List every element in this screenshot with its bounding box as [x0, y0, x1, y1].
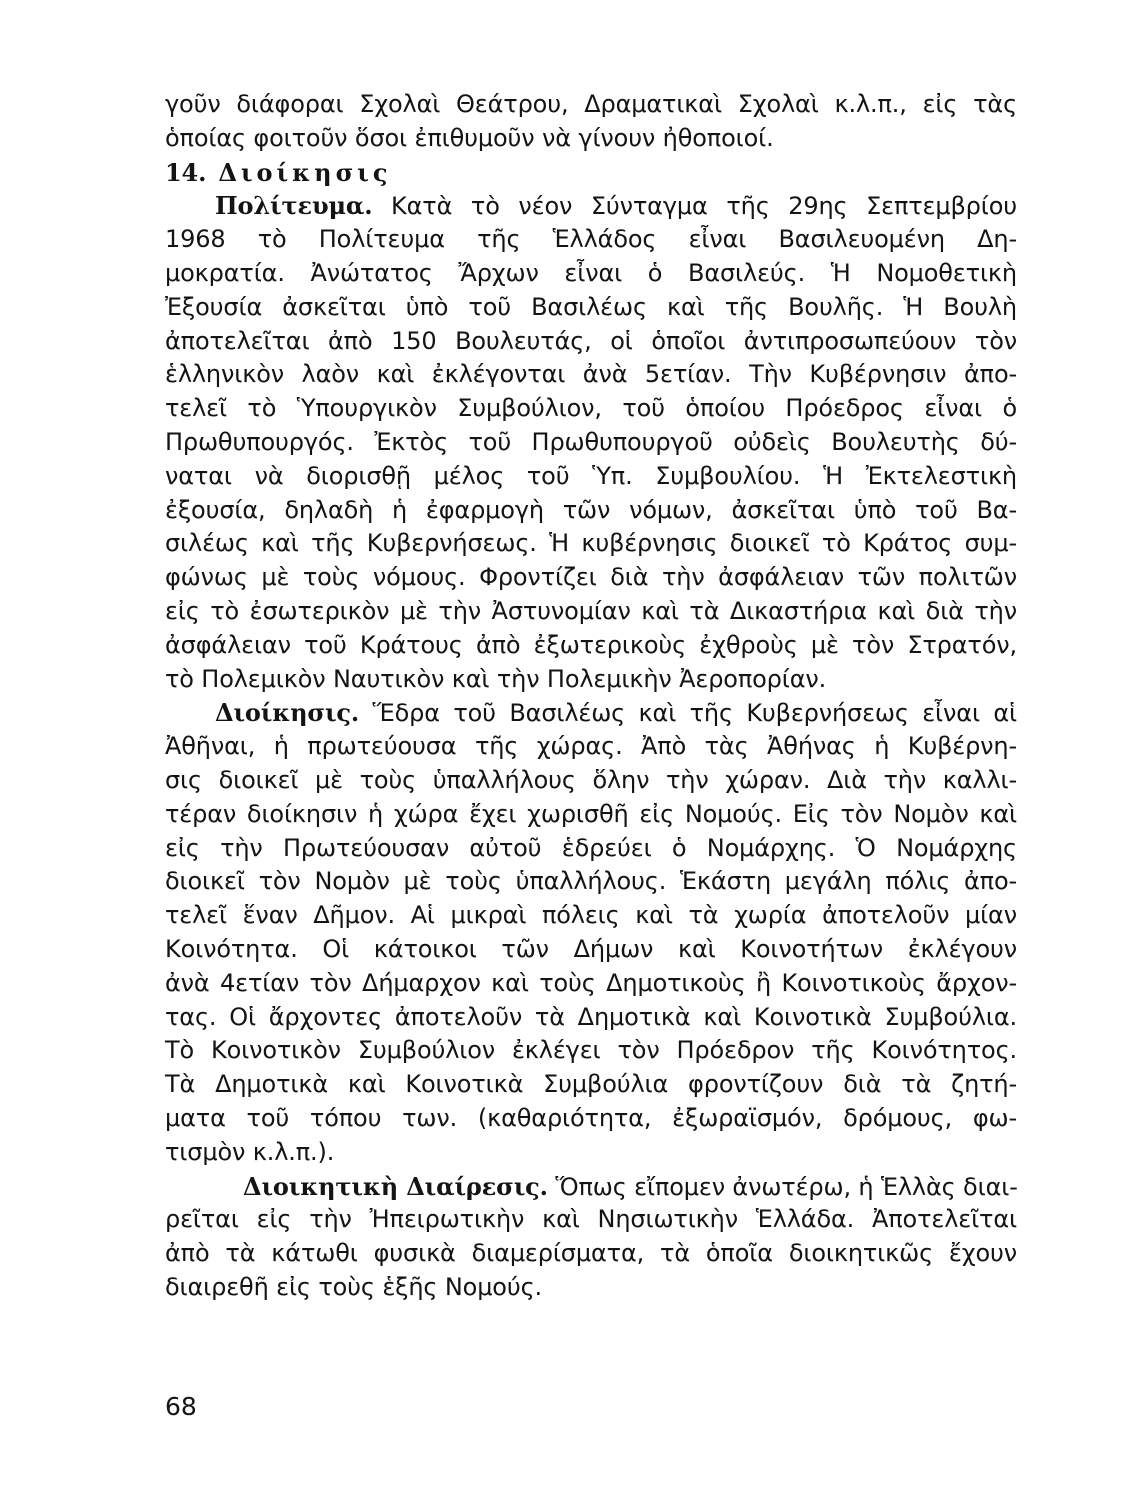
text-line: 1968 τὸ Πολίτευμα τῆς Ἑλλάδος εἶναι Βασιλευομένη Δη-	[165, 225, 1017, 254]
text-line: ἐξουσία, δηλαδὴ ἡ ἐφαρμογὴ τῶν νόμων, ἀσκεῖται ὑπὸ τοῦ Βα-	[165, 495, 1017, 524]
text-line: σις διοικεῖ μὲ τοὺς ὑπαλλήλους ὅλην τὴν χώραν. Διὰ τὴν καλλι-	[165, 765, 1017, 794]
text-line	[165, 1170, 1017, 1204]
text-line: φώνως μὲ τοὺς νόμους. Φροντίζει διὰ τὴν ἀσφάλειαν τῶν πολιτῶν	[165, 563, 1017, 592]
text-line: μοκρατία. Ἀνώτατος Ἄρχων εἶναι ὁ Βασιλεύς. Ἡ Νομοθετικὴ	[165, 258, 1017, 287]
text-line	[165, 696, 1017, 730]
text-line: ναται νὰ διορισθῇ μέλος τοῦ Ὑπ. Συμβουλίου. Ἡ Ἐκτελεστικὴ	[165, 461, 1017, 490]
text-line: εἰς τὴν Πρωτεύουσαν αὐτοῦ ἑδρεύει ὁ Νομάρχης. Ὁ Νομάρχης	[165, 833, 1017, 862]
text-line: τας. Οἱ ἄρχοντες ἀποτελοῦν τὰ Δημοτικὰ καὶ Κοινοτικὰ Συμβούλια.	[165, 1002, 1017, 1031]
text-line: Κοινότητα. Οἱ κάτοικοι τῶν Δήμων καὶ Κοινοτήτων ἐκλέγουν	[165, 934, 1017, 963]
text-line: ὁποίας φοιτοῦν ὅσοι ἐπιθυμοῦν νὰ γίνουν ἠθοποιοί.	[165, 123, 774, 152]
text-line: Τὸ Κοινοτικὸν Συμβούλιον ἐκλέγει τὸν Πρόεδρον τῆς Κοινότητος.	[165, 1036, 1017, 1065]
text-line: ἀσφάλειαν τοῦ Κράτους ἀπὸ ἐξωτερικοὺς ἐχθροὺς μὲ τὸν Στρατόν,	[165, 630, 1017, 659]
text-line: ἀνὰ 4ετίαν τὸν Δήμαρχον καὶ τοὺς Δημοτικοὺς ἢ Κοινοτικοὺς ἄρχον-	[165, 968, 1017, 997]
text-line: τισμὸν κ.λ.π.).	[165, 1137, 335, 1166]
text-line: διοικεῖ τὸν Νομὸν μὲ τοὺς ὑπαλλήλους. Ἑκάστη μεγάλη πόλις ἀπο-	[165, 867, 1017, 896]
text-line-rest: Ἕδρα τοῦ Βασιλέως καὶ τῆς Κυβερνήσεως εἶναι αἱ	[372, 699, 1017, 728]
text-line: ἀπὸ τὰ κάτωθι φυσικὰ διαμερίσματα, τὰ ὁποῖα διοικητικῶς ἔχουν	[165, 1239, 1017, 1268]
text-line: ματα τοῦ τόπου των. (καθαριότητα, ἐξωραϊσμόν, δρόμους, φω-	[165, 1103, 1017, 1132]
text-line: τελεῖ ἕναν Δῆμον. Αἱ μικραὶ πόλεις καὶ τὰ χωρία ἀποτελοῦν μίαν	[165, 901, 1017, 930]
text-line: Ἐξουσία ἀσκεῖται ὑπὸ τοῦ Βασιλέως καὶ τῆς Βουλῆς. Ἡ Βουλὴ	[165, 292, 1017, 321]
text-line: τὸ Πολεμικὸν Ναυτικὸν καὶ τὴν Πολεμικὴν Ἀεροπορίαν.	[165, 664, 827, 693]
text-line: ρεῖται εἰς τὴν Ἠπειρωτικὴν καὶ Νησιωτικὴν Ἑλλάδα. Ἀποτελεῖται	[165, 1205, 1017, 1234]
text-line: γοῦν διάφοραι Σχολαὶ Θεάτρου, Δραματικαὶ Σχολαὶ κ.λ.π., εἰς τὰς	[165, 90, 1017, 118]
text-line: ἑλληνικὸν λαὸν καὶ ἐκλέγονται ἀνὰ 5ετίαν. Τὴν Κυβέρνησιν ἀπο-	[165, 360, 1017, 389]
text-line: ἀποτελεῖται ἀπὸ 150 Βουλευτάς, οἱ ὁποῖοι ἀντιπροσωπεύουν τὸν	[165, 326, 1017, 355]
text-line: Ἀθῆναι, ἡ πρωτεύουσα τῆς χώρας. Ἀπὸ τὰς Ἀθήνας ἡ Κυβέρνη-	[165, 732, 1017, 761]
section-heading	[165, 156, 1017, 190]
page-number: 68	[165, 1392, 197, 1421]
paragraph-lead: Πολίτευμα.	[215, 191, 373, 221]
text-line: τελεῖ τὸ Ὑπουργικὸν Συμβούλιον, τοῦ ὁποίου Πρόεδρος εἶναι ὁ	[165, 394, 1017, 423]
section-title: Διοίκησις	[218, 157, 392, 187]
text-line: Τὰ Δημοτικὰ καὶ Κοινοτικὰ Συμβούλια φροντίζουν διὰ τὰ ζητή-	[165, 1070, 1017, 1099]
text-line: σιλέως καὶ τῆς Κυβερνήσεως. Ἡ κυβέρνησις διοικεῖ τὸ Κράτος συμ-	[165, 529, 1017, 558]
text-line-rest: Ὅπως εἴπομεν ἀνωτέρω, ἡ Ἑλλὰς διαι-	[555, 1172, 1018, 1201]
text-line	[165, 189, 1017, 223]
paragraph-lead: Διοικητικὴ Διαίρεσις.	[243, 1171, 548, 1201]
text-line: τέραν διοίκησιν ἡ χώρα ἔχει χωρισθῆ εἰς Νομούς. Εἰς τὸν Νομὸν καὶ	[165, 799, 1017, 828]
paragraph-lead: Διοίκησις.	[215, 698, 360, 728]
text-line: εἰς τὸ ἐσωτερικὸν μὲ τὴν Ἀστυνομίαν καὶ τὰ Δικαστήρια καὶ διὰ τὴν	[165, 596, 1017, 625]
document-page	[165, 88, 1017, 1305]
text-line: διαιρεθῆ εἰς τοὺς ἑξῆς Νομούς.	[165, 1272, 542, 1301]
text-line-rest: Κατὰ τὸ νέον Σύνταγμα τῆς 29ης Σεπτεμβρίου	[391, 192, 1017, 221]
text-line: Πρωθυπουργός. Ἐκτὸς τοῦ Πρωθυπουργοῦ οὐδεὶς Βουλευτὴς δύ-	[165, 427, 1017, 456]
section-number: 14.	[165, 157, 207, 187]
